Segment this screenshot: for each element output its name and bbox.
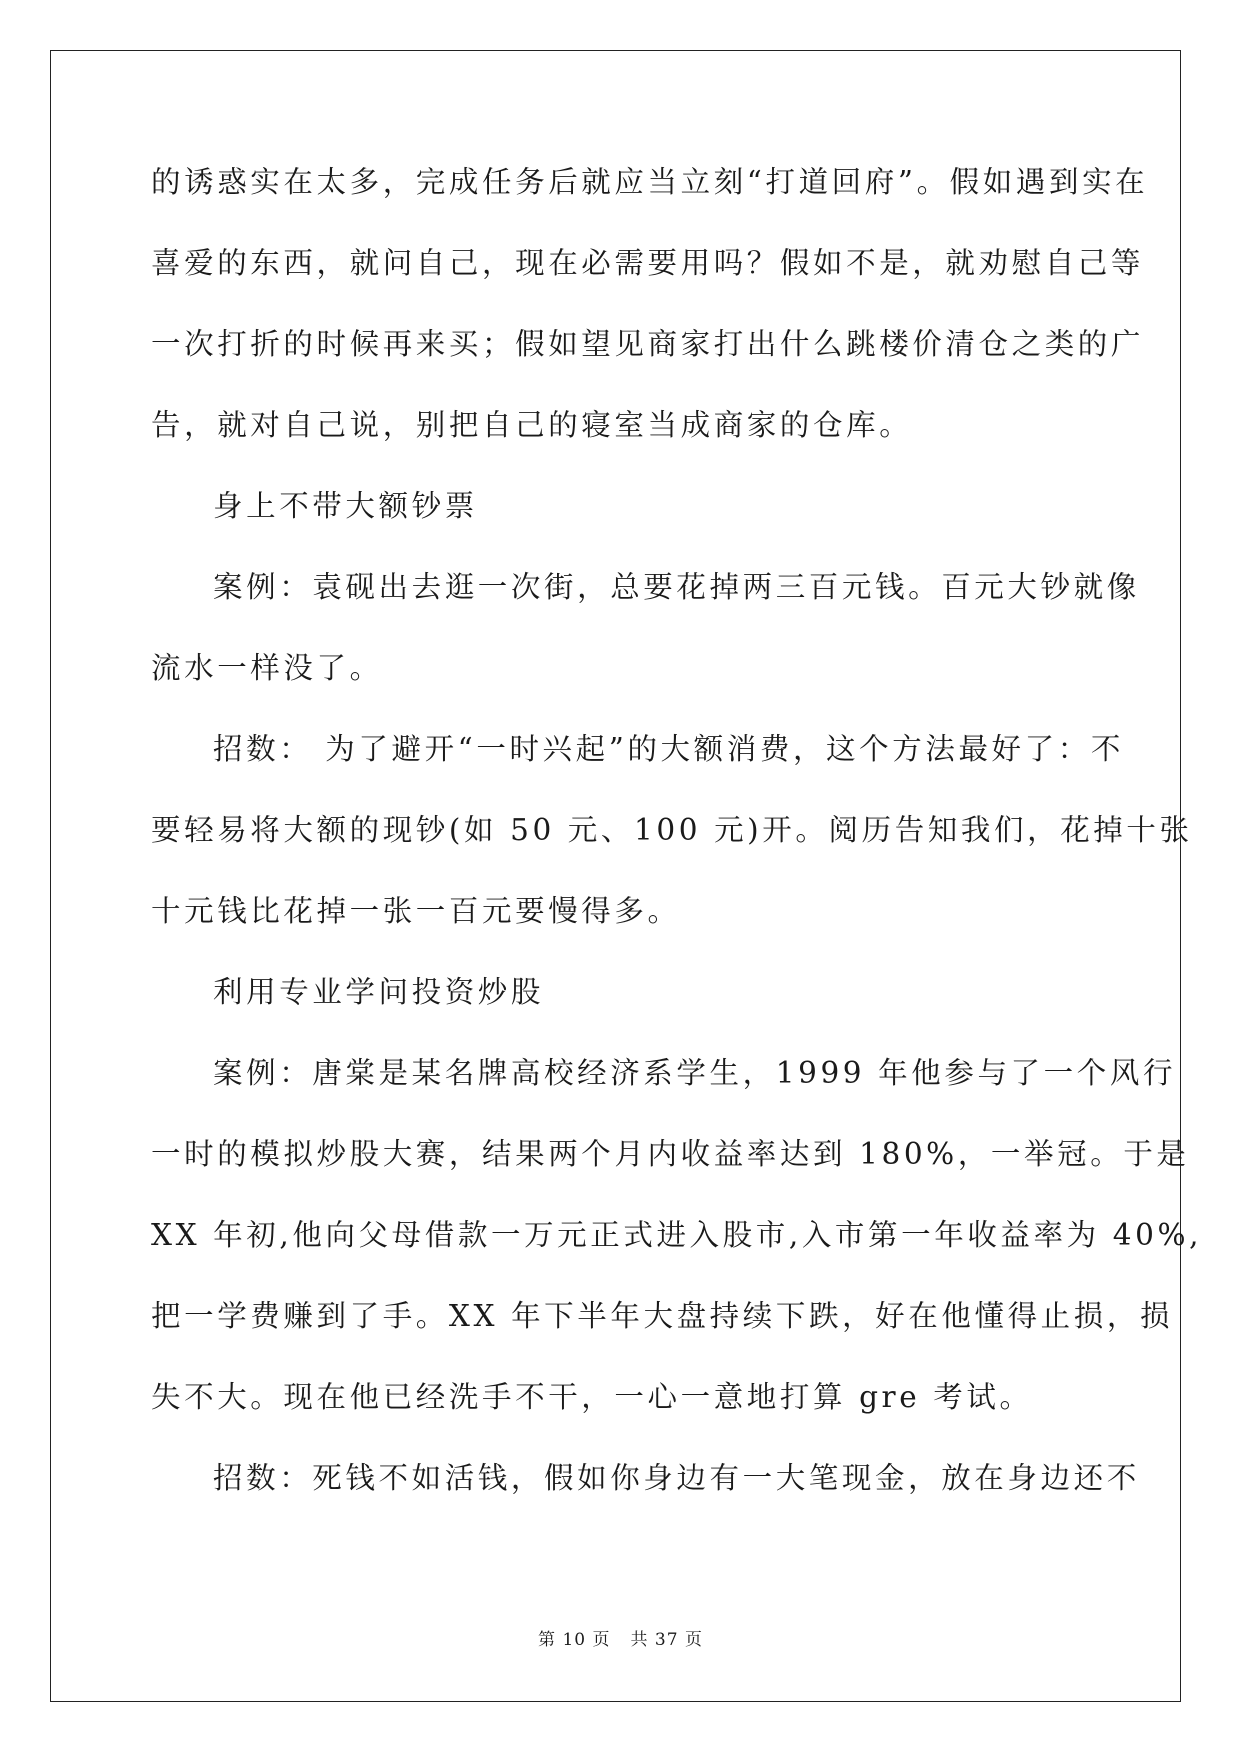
page-number: 第 10 页: [538, 1630, 611, 1650]
text-line: 告，就对自己说，别把自己的寝室当成商家的仓库。: [151, 408, 913, 442]
text-line: 喜爱的东西，就问自己，现在必需要用吗？假如不是，就劝慰自己等: [151, 246, 1145, 280]
text-line: 一时的模拟炒股大赛，结果两个月内收益率达到 180%，一举冠。于是: [151, 1137, 1190, 1171]
page-total: 共 37 页: [630, 1630, 703, 1650]
section-heading: 身上不带大额钞票: [213, 489, 478, 523]
text-line: 案例：袁砚出去逛一次街，总要花掉两三百元钱。百元大钞就像: [213, 570, 1140, 604]
text-line: 十元钱比花掉一张一百元要慢得多。: [151, 894, 681, 928]
document-body: [151, 162, 1203, 1539]
text-line: 要轻易将大额的现钞(如 50 元、100 元)开。阅历告知我们，花掉十张: [151, 813, 1193, 847]
text-line: 的诱惑实在太多，完成任务后就应当立刻“打道回府”。假如遇到实在: [151, 165, 1149, 199]
text-line: 招数： 为了避开“一时兴起”的大额消费，这个方法最好了：不: [213, 732, 1124, 766]
text-line: 招数：死钱不如活钱，假如你身边有一大笔现金，放在身边还不: [213, 1461, 1140, 1495]
text-line: 一次打折的时候再来买；假如望见商家打出什么跳楼价清仓之类的广: [151, 327, 1145, 361]
section-heading: 利用专业学问投资炒股: [213, 975, 545, 1009]
text-line: 案例：唐棠是某名牌高校经济系学生，1999 年他参与了一个风行: [213, 1056, 1177, 1090]
page-footer: [0, 1625, 1241, 1650]
text-line: XX 年初,他向父母借款一万元正式进入股市,入市第一年收益率为 40%,: [151, 1218, 1203, 1252]
text-line: 流水一样没了。: [151, 651, 383, 685]
text-line: 失不大。现在他已经洗手不干，一心一意地打算 gre 考试。: [151, 1380, 1033, 1414]
text-line: 把一学费赚到了手。XX 年下半年大盘持续下跌，好在他懂得止损，损: [151, 1299, 1174, 1333]
